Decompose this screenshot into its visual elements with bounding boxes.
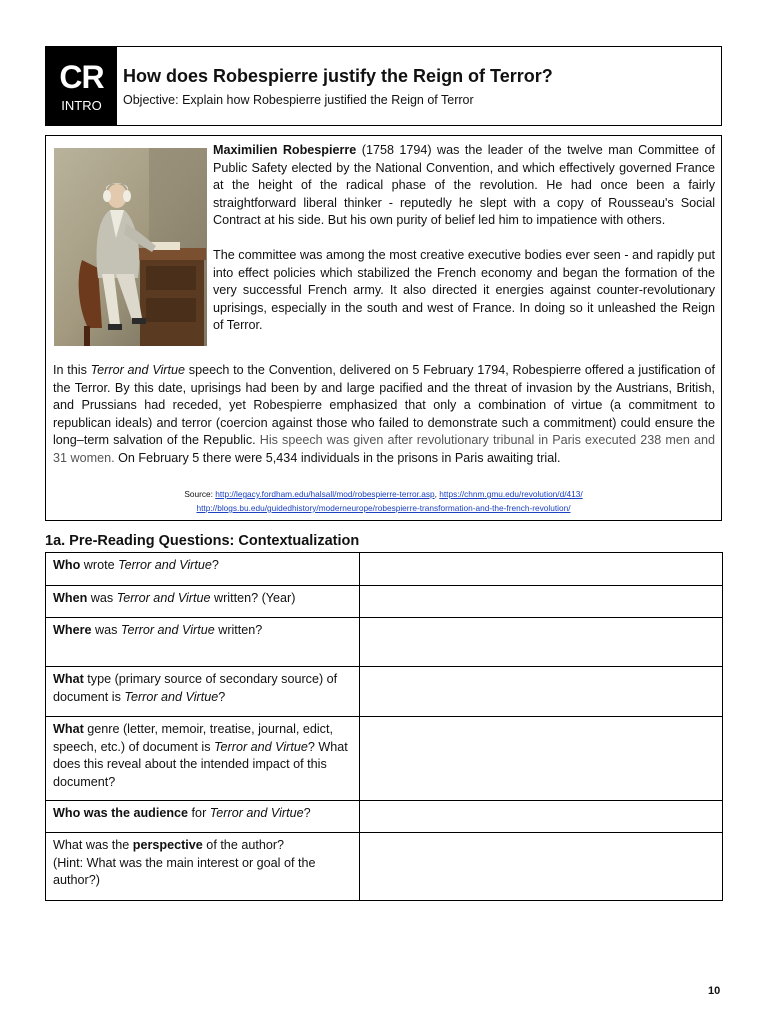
q5-end: ? What does this reveal about the intended impact of this document? bbox=[53, 739, 348, 789]
intro-p1-text: (1758 1794) was the leader of the twelve man Committee of Public Safety elected by the National Convention, and which effectively governed France at the height of the radical phase of the revolution. He had once been a fairly straightforward liberal thinker - reputedly he slept with a copy of Rousseau's Social Contract at his side. But his own purity of belief led him to impatience with others. bbox=[213, 143, 715, 228]
q1-bold: Who bbox=[53, 558, 81, 572]
p3-part-c: On February 5 there were 5,434 individuals in the prisons in Paris awaiting trial. bbox=[114, 450, 561, 465]
answer-cell[interactable] bbox=[360, 717, 723, 801]
answer-cell[interactable] bbox=[360, 833, 723, 901]
objective bbox=[123, 93, 474, 107]
source-link-chnm[interactable]: https://chnm.gmu.edu/revolution/d/413/ bbox=[439, 489, 583, 499]
answer-cell[interactable] bbox=[360, 553, 723, 586]
q5-text: genre (letter, memoir, treatise, journal, edict, speech, etc.) of document is bbox=[53, 722, 333, 754]
intro-paragraph-2: The committee was among the most creative executive bodies ever seen - and rapidly put into effect policies which stabilized the French economy and began the formation of the very successful French army. It also directed it energies against counter-revolutionary uprisings, especially in the south and west of France. In doing so it unleashed the Reign of Terror. bbox=[213, 247, 715, 333]
table-row bbox=[46, 618, 723, 667]
intro-box bbox=[45, 135, 722, 521]
table-row bbox=[46, 553, 723, 586]
question-cell bbox=[46, 801, 360, 833]
q7-hint-text: : What was the main interest or goal of the author?) bbox=[53, 855, 316, 888]
q2-italic: Terror and Virtue bbox=[116, 591, 211, 605]
question-cell bbox=[46, 667, 360, 717]
table-row bbox=[46, 586, 723, 618]
q4-text: type (primary source of secondary source) of document is bbox=[53, 672, 338, 704]
q4-end: ? bbox=[218, 689, 226, 704]
objective-text: Explain how Robespierre justified the Reign of Terror bbox=[178, 93, 474, 107]
question-cell bbox=[46, 586, 360, 618]
q3-end: written? bbox=[214, 623, 263, 637]
badge-sub: INTRO bbox=[61, 98, 102, 113]
p3-part-b: speech to the Convention, delivered on 5 February 1794, Robespierre offered a justification of the Terror. By this date, uprisings had been by and large pacified and the threat of invasion by the Austrians, British, and Prussians had receded, yet Robespierre emphasized that only a combination of virtue (a commitment to republican ideals) and terror (coercion against those who failed to demonstrate such a commitment) could ensure the long–term salvation of the Republic. bbox=[53, 363, 715, 448]
q3-text: was bbox=[91, 623, 121, 637]
questions-table bbox=[45, 552, 723, 901]
source-link-fordham[interactable]: http://legacy.fordham.edu/halsall/mod/robespierre-terror.asp bbox=[215, 489, 435, 499]
table-row bbox=[46, 667, 723, 717]
q5-italic: Terror and Virtue bbox=[214, 739, 308, 754]
badge-main: CR bbox=[59, 59, 104, 95]
p3-gray-text: His speech was given after revolutionary tribunal in Paris executed 238 men and 31 women. bbox=[53, 433, 715, 465]
q7-bold: perspective bbox=[132, 838, 203, 852]
q7-hint-prefix: (Hint bbox=[53, 855, 80, 870]
q3-italic: Terror and Virtue bbox=[120, 623, 215, 637]
q6-text: for bbox=[188, 806, 210, 820]
table-row bbox=[46, 801, 723, 833]
page-number: 10 bbox=[708, 985, 721, 997]
answer-cell[interactable] bbox=[360, 667, 723, 717]
q6-bold: Who was the audience bbox=[53, 806, 189, 820]
answer-cell[interactable] bbox=[360, 618, 723, 667]
q4-bold: What bbox=[53, 672, 84, 686]
source-citation bbox=[46, 487, 721, 515]
question-cell bbox=[46, 553, 360, 586]
p3-part-a: In this bbox=[53, 363, 91, 377]
source-label: Source: bbox=[184, 489, 216, 499]
question-cell bbox=[46, 833, 360, 901]
q1-italic: Terror and Virtue bbox=[118, 558, 212, 572]
table-row bbox=[46, 717, 723, 801]
q6-italic: Terror and Virtue bbox=[209, 806, 304, 820]
p3-speech-title: Terror and Virtue bbox=[90, 363, 185, 377]
table-row bbox=[46, 833, 723, 901]
q5-bold: What bbox=[53, 722, 84, 736]
q7-text: What was the bbox=[53, 838, 133, 852]
section-title: 1a. Pre-Reading Questions: Contextualization bbox=[45, 533, 360, 549]
q2-end: written? (Year) bbox=[210, 591, 296, 605]
source-link-bu-blog[interactable]: http://blogs.bu.edu/guidedhistory/moderneurope/robespierre-transformation-and-the-french-revolution/ bbox=[196, 503, 571, 513]
q1-end: ? bbox=[211, 558, 219, 572]
q2-bold: When bbox=[53, 591, 88, 605]
objective-label: Objective: bbox=[123, 93, 179, 107]
page-title: How does Robespierre justify the Reign of Terror? bbox=[123, 66, 553, 86]
q1-text: wrote bbox=[80, 558, 119, 572]
question-cell bbox=[46, 717, 360, 801]
robespierre-name: Maximilien Robespierre bbox=[213, 143, 357, 157]
q7-end: of the author? bbox=[202, 838, 285, 852]
question-cell bbox=[46, 618, 360, 667]
answer-cell[interactable] bbox=[360, 801, 723, 833]
intro-paragraph-3 bbox=[53, 362, 715, 468]
cr-intro-badge bbox=[46, 47, 117, 125]
robespierre-portrait bbox=[54, 148, 207, 346]
answer-cell[interactable] bbox=[360, 586, 723, 618]
intro-full-width-text bbox=[53, 362, 715, 468]
q4-italic: Terror and Virtue bbox=[124, 689, 219, 704]
source-separator: , bbox=[434, 489, 440, 499]
q3-bold: Where bbox=[53, 623, 92, 637]
intro-paragraph-1 bbox=[213, 142, 715, 230]
q2-text: was bbox=[87, 591, 117, 605]
q6-end: ? bbox=[303, 806, 311, 820]
lesson-header bbox=[45, 46, 722, 126]
intro-column-text bbox=[213, 142, 715, 335]
